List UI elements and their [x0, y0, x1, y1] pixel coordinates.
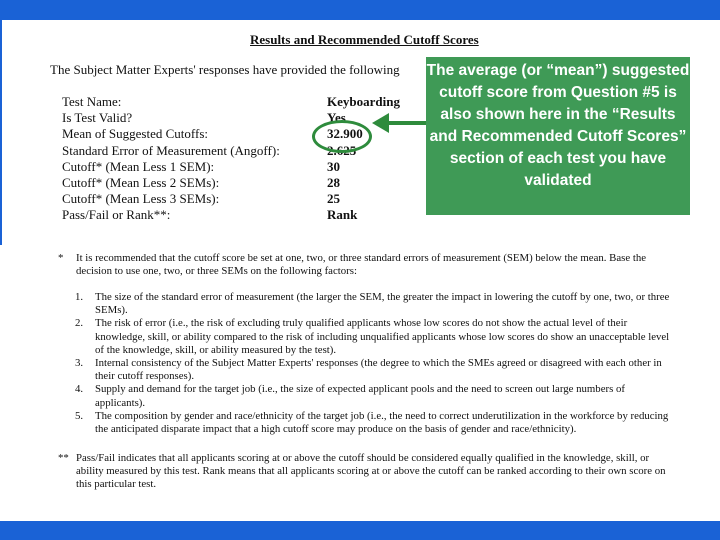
top-frame-bar [0, 0, 720, 20]
list-item-text: Internal consistency of the Subject Matter Experts' responses (the degree to which the SMEs agreed or disagreed with each other in their cutoff responses). [95, 357, 662, 383]
list-item [75, 357, 675, 383]
list-item-number: 2. [75, 317, 84, 330]
result-value: Keyboarding [327, 94, 400, 109]
list-item [75, 383, 675, 409]
result-value: 30 [327, 158, 340, 174]
list-item-number: 1. [75, 291, 84, 303]
list-item-text: The risk of error (i.e., the risk of excluding truly qualified applicants whose low scores do not show the actual level of their knowledge, skill, or ability compared to the risk of including unqualified applicants whose low scores do show an unacceptable level of the knowledge, skill, or ability measured by the test). [95, 317, 670, 356]
result-label: Test Name: [62, 94, 122, 109]
result-value: 2.625 [327, 142, 357, 158]
callout-box [426, 57, 690, 215]
intro-text: The Subject Matter Experts' responses have provided the following [50, 62, 400, 77]
result-value: 32.900 [327, 126, 363, 142]
list-item-text: The composition by gender and race/ethnicity of the target job (i.e., the need to correct underutilization in the workforce by reducing the anticipated disparate impact that a high cutoff score may produce on the basis of gender and race/ethnicity). [95, 409, 669, 436]
footnote-mark: ** [58, 452, 69, 464]
left-frame-edge [0, 20, 2, 245]
list-item [75, 410, 675, 436]
document-title: Results and Recommended Cutoff Scores [250, 32, 479, 47]
factors-list [75, 291, 675, 436]
result-label: Standard Error of Measurement (Angoff): [62, 142, 280, 158]
result-label: Cutoff* (Mean Less 1 SEM): [62, 158, 215, 174]
list-item [75, 317, 675, 357]
callout-text: The average (or “mean”) suggested cutoff score from Question #5 is also shown here in the “Results and Recommended Cutoff Scores” section of each test you have validated [426, 62, 690, 189]
list-item-number: 4. [75, 383, 84, 396]
list-item [75, 291, 675, 317]
result-value: Yes [327, 110, 346, 126]
list-item-number: 3. [75, 357, 84, 370]
mean-highlight-ellipse [312, 120, 372, 153]
list-item-text: Supply and demand for the target job (i.e., the size of expected applicant pools and the need to screen out large numbers of applicants). [95, 383, 625, 409]
result-value: Rank [327, 207, 358, 223]
result-label: Cutoff* (Mean Less 2 SEMs): [62, 174, 220, 190]
result-value: 28 [327, 174, 340, 190]
result-label: Cutoff* (Mean Less 3 SEMs): [62, 191, 220, 207]
bottom-frame-bar [0, 521, 720, 540]
result-label: Is Test Valid? [62, 110, 133, 126]
footnote-mark: * [58, 252, 64, 264]
result-label: Pass/Fail or Rank**: [62, 207, 171, 223]
footnote-double-asterisk [58, 452, 674, 492]
footnote-text: It is recommended that the cutoff score be set at one, two, or three standard errors of measurement (SEM) below the mean. Base the decision to use one, two, or three SEMs on the following factors: [76, 252, 647, 278]
footnote-single-asterisk [58, 252, 674, 278]
list-item-number: 5. [75, 409, 84, 422]
footnote-text: Pass/Fail indicates that all applicants scoring at or above the cutoff should be considered equally qualified in the knowledge, skill, or ability measured by this test. Rank means that all applicants scoring at or above the cutoff can be ranked according to their own score on this particular test. [76, 452, 666, 491]
callout-arrow-icon [372, 112, 428, 134]
result-value: 25 [327, 191, 340, 207]
result-label: Mean of Suggested Cutoffs: [62, 126, 208, 142]
list-item-text: The size of the standard error of measurement (the larger the SEM, the greater the impact in lowering the cutoff by one, two, or three SEMs). [95, 291, 670, 317]
